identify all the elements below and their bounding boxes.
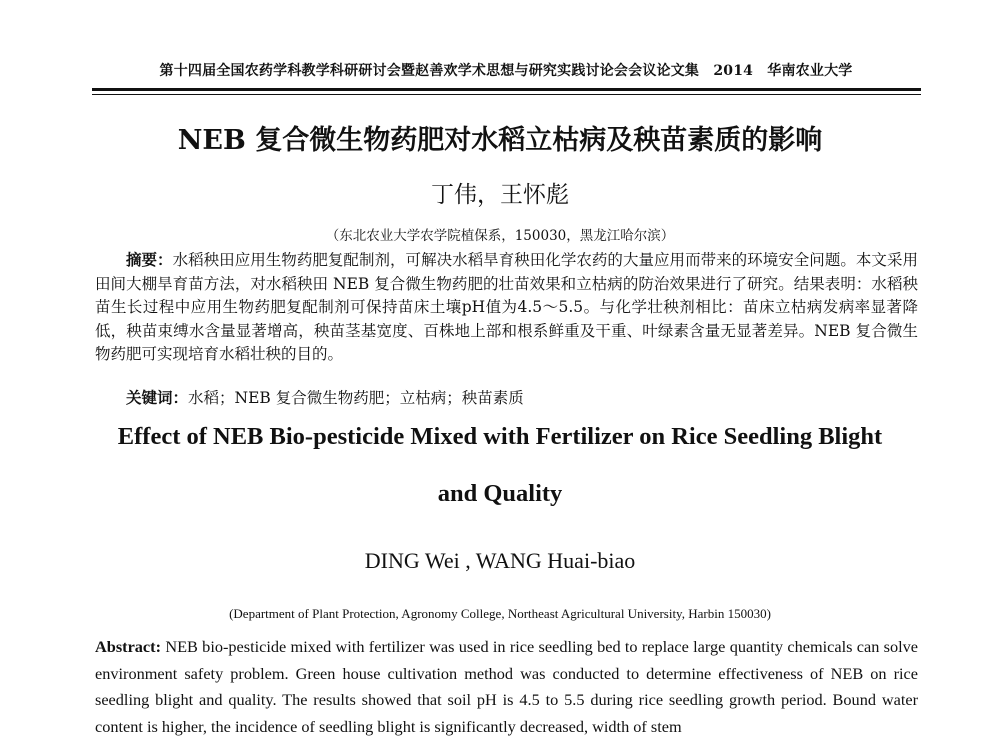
chinese-title: NEB 复合微生物药肥对水稻立枯病及秧苗素质的影响 xyxy=(177,125,823,156)
running-header: 第十四届全国农药学科教学科研研讨会暨赵善欢学术思想与研究实践讨论会会议论文集 2014 华南农业大学 xyxy=(159,63,853,79)
chinese-keywords-text: 水稻；NEB 复合微生物药肥；立枯病；秧苗素质 xyxy=(188,389,524,407)
chinese-abstract xyxy=(95,248,918,367)
english-title-line2: and Quality xyxy=(437,480,563,507)
chinese-authors: 丁伟，王怀彪 xyxy=(431,182,569,208)
chinese-keywords xyxy=(95,387,918,409)
chinese-abstract-text: 水稻秧田应用生物药肥复配制剂，可解决水稻旱育秧田化学农药的大量应用而带来的环境安全问题。本文采用田间大棚旱育苗方法，对水稻秧田 NEB 复合微生物药肥的壮苗效果和立枯病的防治效果进行了研究。结果表明：水稻秧苗生长过程中应用生物药肥复配制剂可保持苗床土壤pH值为4.5～5.5。与化学壮秧剂相比：苗床立枯病发病率显著降低，秧苗束缚水含量显著增高，秧苗茎基宽度、百株地上部和根系鲜重及干重、叶绿素含量无显著差异。NEB 复合微生物药肥可实现培育水稻壮秧的目的。 xyxy=(95,251,918,363)
english-title-line1: Effect of NEB Bio-pesticide Mixed with Fertilizer on Rice Seedling Blight xyxy=(117,423,883,450)
header-rule-thick xyxy=(92,88,921,91)
chinese-abstract-label: 摘要： xyxy=(126,250,173,269)
chinese-keywords-label: 关键词： xyxy=(126,388,189,407)
english-abstract-text: NEB bio-pesticide mixed with fertilizer was used in rice seedling bed to replace large quantity chemicals can solve environment safety problem. Green house cultivation method was conducted to determine effectiveness of NEB on rice seedling blight and quality. The results showed that soil pH is 4.5 to 5.5 during rice seedling growth period. Bound water content is higher, the incidence of seedling blight is significantly decreased, width of stem xyxy=(95,637,918,736)
english-affiliation: (Department of Plant Protection, Agronomy College, Northeast Agricultural University, Harbin 150030) xyxy=(229,606,771,621)
english-abstract-label: Abstract: xyxy=(95,637,162,656)
header-rule-thin xyxy=(92,94,921,95)
english-abstract xyxy=(95,634,918,740)
english-authors: DING Wei , WANG Huai-biao xyxy=(364,548,636,573)
chinese-affiliation: （东北农业大学农学院植保系，150030，黑龙江哈尔滨） xyxy=(325,228,675,244)
